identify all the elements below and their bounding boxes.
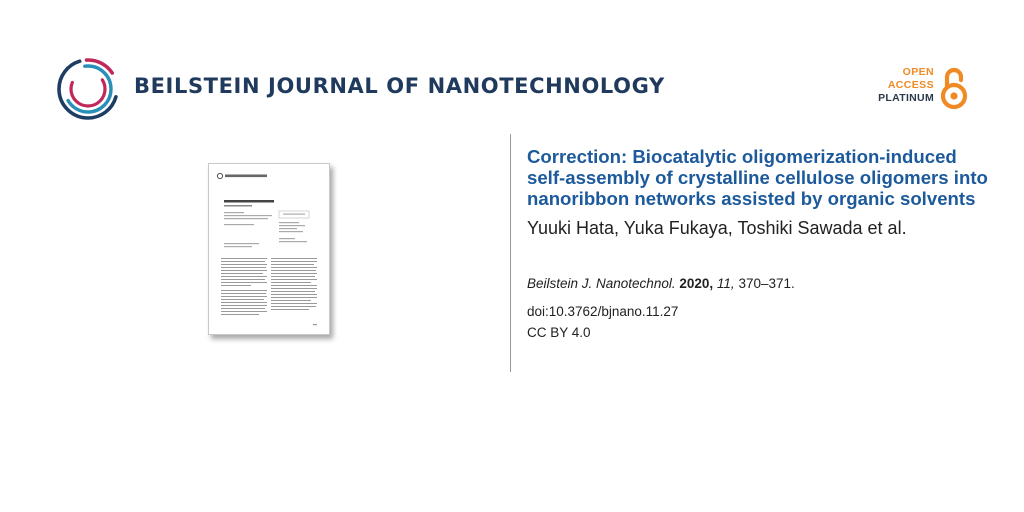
article-citation: [527, 275, 997, 292]
open-access-badge[interactable]: [876, 66, 972, 112]
citation-journal: Beilstein J. Nanotechnol.: [527, 276, 676, 291]
content-divider: [510, 134, 511, 372]
open-padlock-icon: [938, 66, 970, 110]
bjnano-logo-icon[interactable]: [56, 57, 120, 121]
open-access-line1: OPEN: [902, 66, 934, 78]
journal-header: [0, 0, 1024, 130]
open-access-platinum: PLATINUM: [878, 92, 934, 104]
citation-pages: 370–371.: [738, 276, 795, 291]
citation-volume: 11,: [716, 276, 735, 291]
article-title[interactable]: Correction: Biocatalytic oligomerization-induced self-assembly of crystalline cellulose oligomers into nanoribbon networks assisted by organic solvents: [527, 146, 988, 209]
article-info: [527, 146, 997, 341]
journal-title[interactable]: [134, 74, 665, 98]
journal-title-bold: BEILSTEIN: [134, 74, 261, 98]
article-pdf-thumbnail[interactable]: [208, 163, 332, 339]
article-authors: Yuuki Hata, Yuka Fukaya, Toshiki Sawada et al.: [527, 218, 907, 238]
pdf-page-preview: [208, 163, 330, 335]
citation-year: 2020,: [679, 276, 714, 291]
article-license[interactable]: CC BY 4.0: [527, 325, 591, 340]
article-doi[interactable]: doi:10.3762/bjnano.11.27: [527, 304, 679, 319]
journal-title-rest: JOURNAL OF NANOTECHNOLOGY: [260, 74, 665, 98]
open-access-line2: ACCESS: [887, 79, 934, 91]
